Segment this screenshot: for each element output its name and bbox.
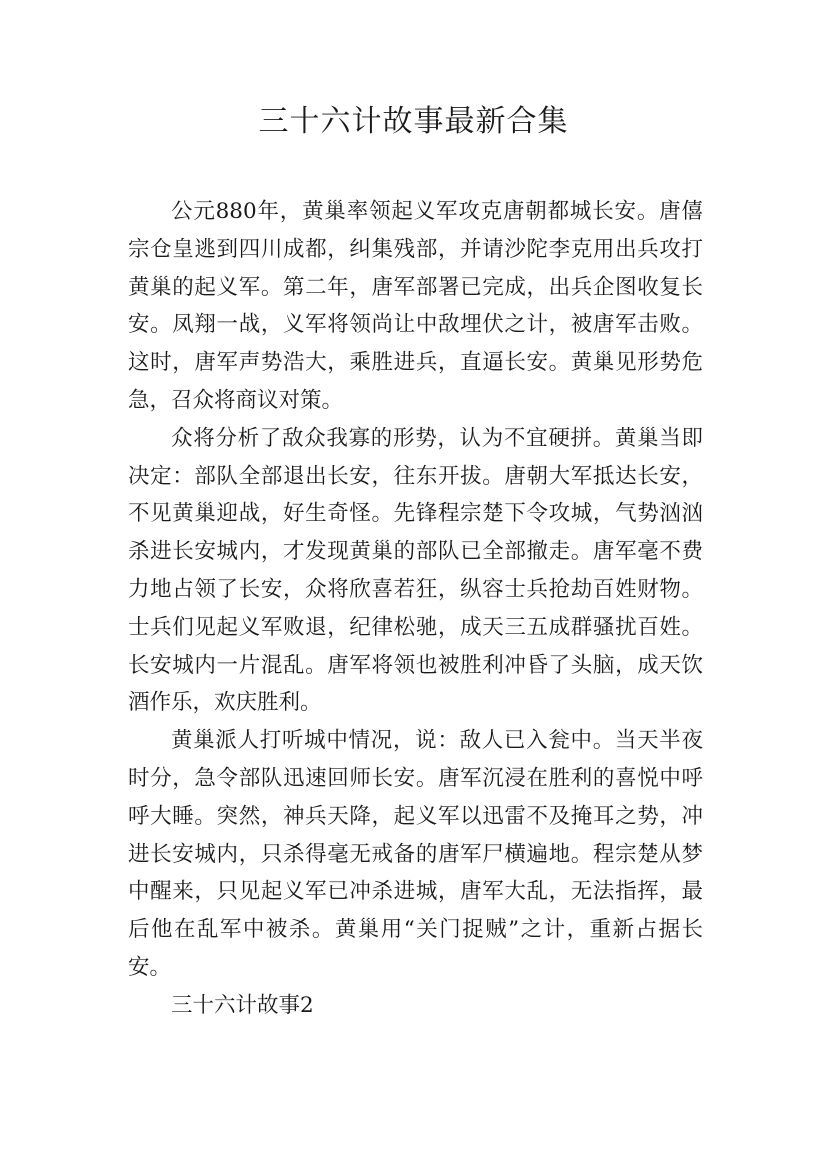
section-heading: 三十六计故事2 — [171, 992, 314, 1018]
document-body — [128, 193, 703, 1025]
paragraph-3: 黄巢派人打听城中情况，说：敌人已入瓮中。当天半夜时分，急令部队迅速回师长安。唐军沉浸在胜利的喜悦中呼呼大睡。突然，神兵天降，起义军以迅雷不及掩耳之势，冲进长安城内，只杀得毫无戒备的唐军尸横遍地。程宗楚从梦中醒来，只见起义军已冲杀进城，唐军大乱，无法指挥，最后他在乱军中被杀。黄巢用“关门捉贼”之计，重新占据长安。 — [128, 728, 703, 980]
paragraph-1: 公元880年，黄巢率领起义军攻克唐朝都城长安。唐僖宗仓皇逃到四川成都，纠集残部，并请沙陀李克用出兵攻打黄巢的起义军。第二年，唐军部署已完成，出兵企图收复长安。凤翔一战，义军将领尚让中敌埋伏之计，被唐军击败。这时，唐军声势浩大，乘胜进兵，直逼长安。黄巢见形势危急，召众将商议对策。 — [128, 199, 703, 413]
paragraph-2: 众将分析了敌众我寡的形势，认为不宜硬拼。黄巢当即决定：部队全部退出长安，往东开拔。唐朝大军抵达长安，不见黄巢迎战，好生奇怪。先锋程宗楚下令攻城，气势汹汹杀进长安城内，才发现黄巢的部队已全部撤走。唐军毫不费力地占领了长安，众将欣喜若狂，纵容士兵抢劫百姓财物。士兵们见起义军败退，纪律松驰，成天三五成群骚扰百姓。长安城内一片混乱。唐军将领也被胜利冲昏了头脑，成天饮酒作乐，欢庆胜利。 — [128, 425, 703, 716]
document-title: 三十六计故事最新合集 — [258, 104, 569, 139]
